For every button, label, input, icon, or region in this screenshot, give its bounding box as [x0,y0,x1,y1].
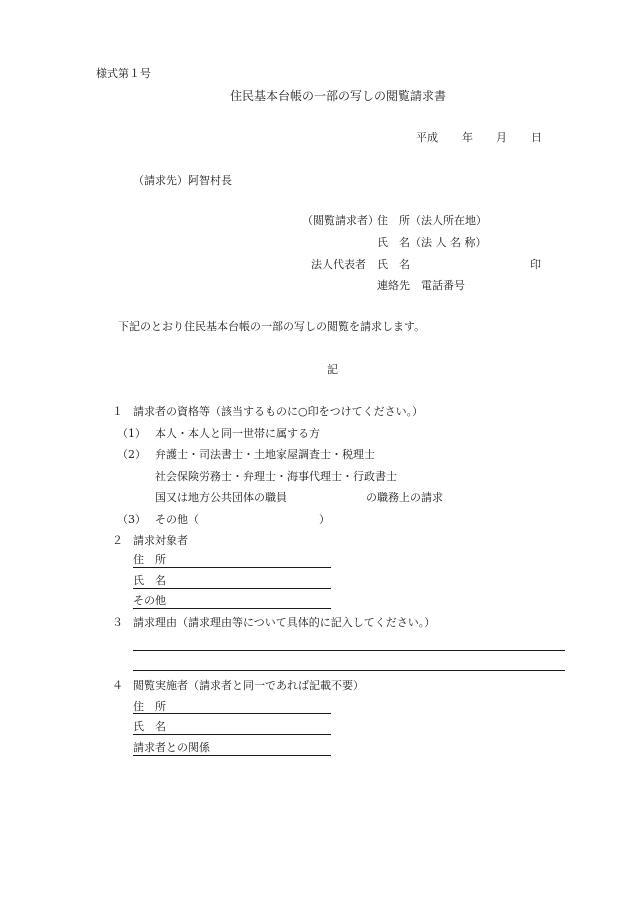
form-number: 様式第１号 [96,67,151,80]
addressee: （請求先）阿智村長 [133,174,232,187]
option-2-number: （2） [117,448,146,461]
option-1-text: 本人・本人と同一世帯に属する方 [155,427,320,440]
form-title: 住民基本台帳の一部の写しの閲覧請求書 [230,89,447,103]
target-name-field[interactable] [133,588,331,589]
option-3-close: ） [319,513,330,526]
reason-line-2[interactable] [133,670,565,671]
viewer-address-field[interactable] [133,713,331,714]
applicant-name-label: 氏 名（法 人 名 称） [377,236,487,249]
section-3-title: 請求理由（請求理由等について具体的に記入してください。） [133,616,436,629]
ki-heading: 記 [327,363,338,376]
date-day: 日 [531,131,542,144]
intro-text: 下記のとおり住民基本台帳の一部の写しの閲覧を請求します。 [118,320,426,333]
target-address-label: 住 所 [133,553,166,566]
section-1-number: １ [112,405,123,418]
target-address-field[interactable] [133,567,331,568]
section-3-number: ３ [112,616,123,629]
option-3-text: その他（ [155,513,199,526]
target-other-field[interactable] [133,608,331,609]
section-2-title: 請求対象者 [133,534,188,547]
option-3-number: （3） [117,513,146,526]
viewer-relation-field[interactable] [133,755,331,756]
applicant-address-label: 住 所（法人所在地） [377,214,487,227]
date-year: 年 [462,131,473,144]
section-4-title: 閲覧実施者（請求者と同一であれば記載不要） [133,679,364,692]
date-month: 月 [496,131,507,144]
contact-label: 連絡先 電話番号 [377,279,465,292]
section-2-number: ２ [112,534,123,547]
section-4-number: ４ [112,679,123,692]
target-other-label: その他 [133,594,166,607]
viewer-name-label: 氏 名 [133,720,166,733]
section-1-title: 請求者の資格等（該当するものに○印をつけてください。） [133,405,424,418]
target-name-label: 氏 名 [133,574,166,587]
representative-name-label: 氏 名 [377,258,410,271]
reason-line-1[interactable] [133,650,565,651]
date-era: 平成 [416,131,438,144]
applicant-role-label: （閲覧請求者） [302,214,379,227]
option-2-line-1: 弁護士・司法書士・土地家屋調査士・税理士 [155,448,375,461]
representative-label: 法人代表者 [311,258,366,271]
viewer-name-field[interactable] [133,734,331,735]
option-1-number: （1） [117,427,146,440]
option-2-line-3a: 国又は地方公共団体の職員 [155,491,287,504]
viewer-address-label: 住 所 [133,700,166,713]
option-2-line-3b: の職務上の請求 [366,491,443,504]
viewer-relation-label: 請求者との関係 [133,741,210,754]
option-2-line-2: 社会保険労務士・弁理士・海事代理士・行政書士 [155,470,397,483]
seal-mark: 印 [530,258,541,271]
